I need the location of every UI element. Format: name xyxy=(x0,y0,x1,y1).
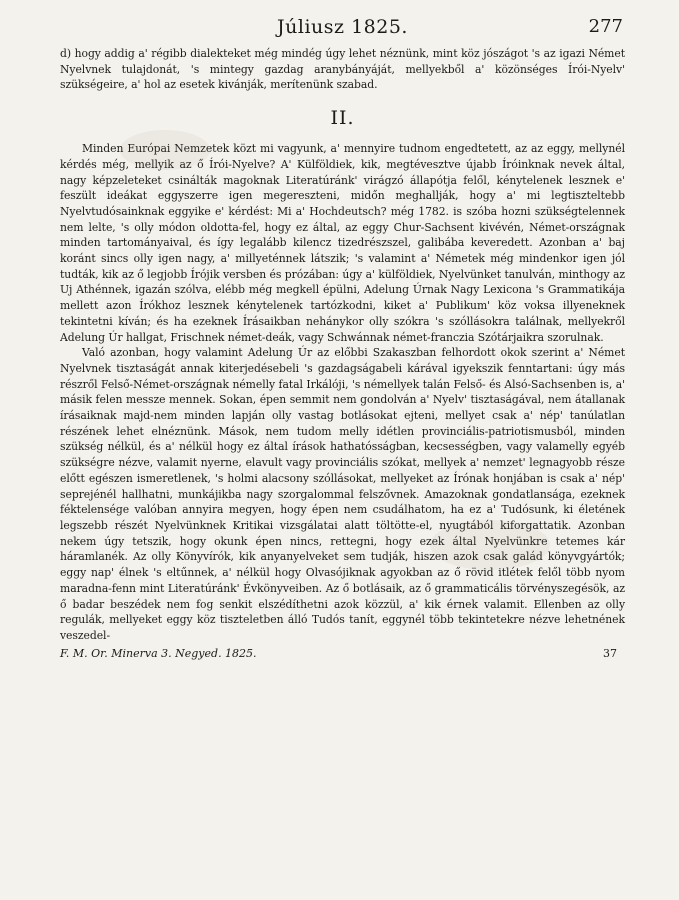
page-footer xyxy=(60,647,625,663)
journal-footer: F. M. Or. Minerva 3. Negyed. 1825. xyxy=(60,646,257,660)
intro-paragraph: d) hogy addig a' régibb dialekteket még mindég úgy lehet néznünk, mint köz jószágot 's az igazi Német Nyelvnek tulajdonát, 's mintegy gazdag aranybányáját, mellyekből a' közönséges Írói-Nyelv' szükségeire, a' hol az esetek kivánják, merítenünk szabad. xyxy=(60,47,625,92)
page-number: 277 xyxy=(588,16,623,37)
body-paragraph-1: Minden Európai Nemzetek közt mi vagyunk, a' mennyire tudnom engedtetett, az az eggy, mellynél kérdés még, mellyik az ő Írói-Nyelve? A' Külföldiek, kik, megtévesztve újabb Íróinknak nevek által, nagy képzeleteket csinálták magoknak Literatúránk' virágzó állapótja felől, kénytelenek lesznek e' feszült ideákat eggyszerre igen megereszteni, midőn meghallják, hogy a' mi legtiszteltebb Nyelvtudósainknak eggyike e' kérdést: Mi a' Hochdeutsch? még 1782. is szóba hozni szükségtelennek nem lelte, 's olly módon oldotta-fel, hogy ez által, az eggy Chur-Sachsent kivévén, Német-országnak minden tartományaival, és így legalább kilencz tizedrészszel, galibába keveredett. Azonban a' baj koránt sincs olly igen nagy, a' millyeténnek látszik; 's valamint a' Németek még mindenkor igen jól tudták, kik az ő legjobb Írójik versben és prózában: úgy a' külföldiek, Nyelvünket tanulván, minthogy az Uj Athénnek, igazán szólva, elébb még megkell épülni, Adelung Úrnak Nagy Lexicona 's Grammatikája mellett azon Írókhoz lesznek kénytelenek tartózkodni, kiket a' Publikum' köz voksa illyeneknek tekintetni kíván; és ha ezeknek Írásaikban nehánykor olly szókra 's szóllásokra találnak, mellyekről Adelung Úr hallgat, Frischnek német-deák, vagy Schwánnak német-franczia Szótárjaikra szorulnak. xyxy=(60,142,625,344)
body-paragraph-2: Való azonban, hogy valamint Adelung Úr az előbbi Szakaszban felhordott okok szerint a' Német Nyelvnek tisztaságát annak kiterjedésebeli 's gazdagságabeli kárával igyekszik fenntartani: úgy más részről Felső-Német-országnak némelly fatal Irkálóji, 's némellyek talán Felső- és Alsó-Sachsenben is, a' másik felen messze mennek. Sokan, épen semmit nem gondolván a' Nyelv' tisztaságával, nem átallanak írásaiknak majd-nem minden lapján olly vastag botlásokat ejteni, mellyet csak a' nép' tanúlatlan részének lehet elnéznünk. Mások, nem tudom melly idétlen provinciális-patriotismusból, minden szükség nélkül, és a' nélkül hogy ez által írások hathatósságban, kecsességben, vagy valamelly egyéb szükségre nézve, valamit nyerne, elavult vagy provinciális szókat, mellyek a' nemzet' legnagyobb része előtt egészen ismeretlenek, 's holmi alacsony szóllásokat, mellyeket az Írónak honjában is csak a' nép' seprejénél hallhatni, munkájikba nagy szorgalommal felszővnek. Amazoknak gondatlansága, ezeknek féktelensége valóban annyira megyen, hogy épen nem csudálhatom, ha ez a' Tudósunk, ki életének legszebb részét Nyelvünknek Kritikai vizsgálatai alatt töltötte-el, nyugtából kiforgattatik. Azonban nekem úgy tetszik, hogy okunk épen nincs, rettegni, hogy ezek által Nyelvünkre tetemes kár háramlanék. Az olly Könyvírók, kik anyanyelveket sem tudják, hiszen azok csak galád könyvgyártók; eggy nap' élnek 's eltűnnek, a' nélkül hogy Olvasójiknak agyokban az ő rövid itlétek felől több nyom maradna-fenn mint Literatúránk' Évkönyveiben. Az ő botlásaik, az ő grammaticális törvényszegésök, az ő badar beszédek nem fog senkit elszédíthetni azok közzül, a' kik érnek valamit. Ellenben az olly regulák, mellyeket eggy köz tiszteletben álló Tudós tanít, eggynél több tekintetekre nézve lehetnének veszedel- xyxy=(60,346,625,642)
page-header xyxy=(60,12,625,46)
running-title: Júliusz 1825. xyxy=(277,16,408,38)
signature-mark: 37 xyxy=(603,646,617,660)
section-heading: II. xyxy=(330,107,355,130)
